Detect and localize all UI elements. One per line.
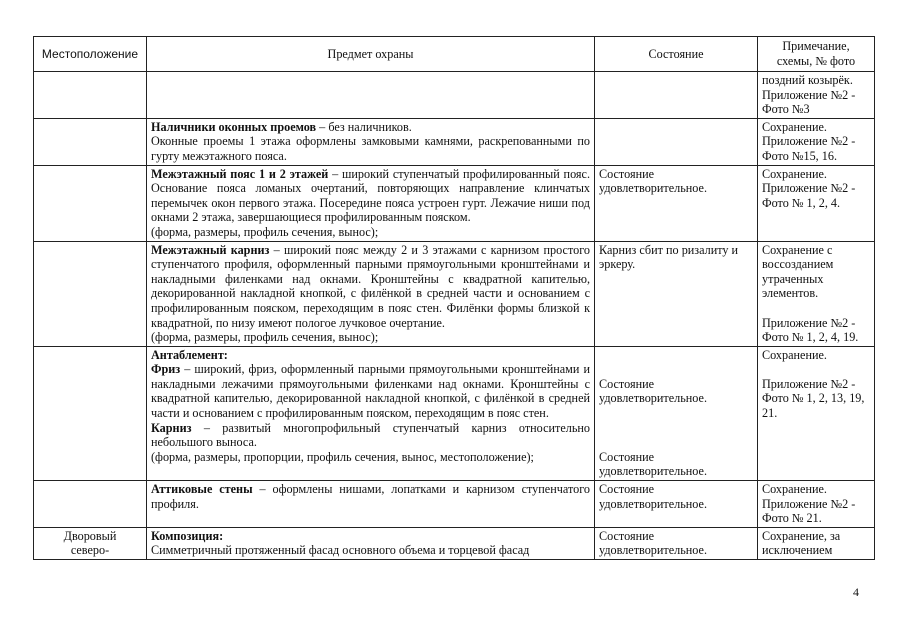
- note-line: Фото № 21.: [762, 511, 822, 526]
- note-line: исключением: [762, 543, 833, 558]
- header-location: Местоположение: [34, 37, 147, 72]
- note-line: Приложение №2 -: [762, 496, 856, 511]
- note-line: Сохранение.: [762, 482, 827, 497]
- item-title: Карниз: [151, 420, 192, 435]
- item-title-rest: – без наличников.: [316, 119, 412, 134]
- cell-state: Состояние удовлетворительное.: [595, 527, 758, 559]
- note-line: утраченных: [762, 271, 824, 286]
- cell-location: [34, 527, 147, 559]
- state-spacer: [599, 435, 753, 450]
- cell-state: Состояние удовлетворительное.: [595, 165, 758, 241]
- note-line: 21.: [762, 406, 778, 421]
- note-line: Сохранение с: [762, 242, 833, 257]
- cell-location: [34, 165, 147, 241]
- state-text: Состояние удовлетворительное.: [599, 376, 708, 406]
- cell-subject: [147, 72, 595, 119]
- note-line: Приложение №2 -: [762, 315, 856, 330]
- item-text: Оконные проемы 1 этажа оформлены замковыми камнями, раскрепованными по гурту межэтажного пояса.: [151, 134, 590, 163]
- item-title-rest: – оформлены нишами, лопатками и карнизом ступенчатого профиля.: [151, 482, 590, 511]
- note-line: элементов.: [762, 286, 819, 301]
- item-extra: (форма, размеры, профиль сечения, вынос);: [151, 224, 379, 239]
- state-spacer: [599, 406, 753, 421]
- item-extra: (форма, размеры, профиль сечения, вынос);: [151, 330, 379, 345]
- table-row: [34, 241, 875, 346]
- location-line: северо-: [70, 543, 110, 558]
- item-text: Симметричный протяженный фасад основного объема и торцевой фасад: [151, 543, 530, 558]
- item-title-rest: – развитый многопрофильный ступенчатый карниз относительно небольшого выноса.: [151, 420, 590, 450]
- item-title: Наличники оконных проемов: [151, 119, 317, 134]
- note-line: Приложение №2 -: [762, 376, 856, 391]
- header-subject-label: Предмет охраны: [327, 46, 414, 61]
- item-title: Межэтажный карниз: [151, 242, 270, 257]
- note-spacer: [762, 362, 870, 377]
- table-row: [34, 118, 875, 165]
- note-line: Фото № 1, 2, 13, 19,: [762, 391, 865, 406]
- note-line: Сохранение.: [762, 347, 827, 362]
- cell-location: [34, 118, 147, 165]
- cell-note: [758, 241, 875, 346]
- note-line: Приложение №2 -: [762, 87, 856, 102]
- note-line: Сохранение, за: [762, 528, 841, 543]
- header-state: [595, 37, 758, 72]
- note-line: воссозданием: [762, 257, 834, 272]
- note-line: Сохранение.: [762, 119, 827, 134]
- section-heading: Антаблемент:: [151, 347, 228, 362]
- state-text: Состояние удовлетворительное.: [599, 449, 708, 479]
- header-note-line2: схемы, № фото: [776, 54, 856, 68]
- cell-note: [758, 481, 875, 528]
- cell-state: Карниз сбит по ризалиту и эркеру.: [595, 241, 758, 346]
- cell-subject: [147, 118, 595, 165]
- note-line: Приложение №2 -: [762, 134, 856, 149]
- cell-location: [34, 481, 147, 528]
- section-heading: Композиция:: [151, 528, 224, 543]
- header-subject: [147, 37, 595, 72]
- header-note-line1: Примечание,: [782, 39, 850, 54]
- note-line: Фото №15, 16.: [762, 148, 838, 163]
- table-row: [34, 481, 875, 528]
- cell-note: [758, 118, 875, 165]
- cell-state: Состояние удовлетворительное.: [595, 481, 758, 528]
- state-spacer: [599, 421, 753, 436]
- cell-state: [595, 72, 758, 119]
- cell-subject: [147, 165, 595, 241]
- item-title-rest: – широкий пояс между 2 и 3 этажами с карнизом простого ступенчатого профиля, оформленный парными прямоугольными кронштейнами и накладными филенками над окнами. Кронштейны с квадратной капителью, декорированной накладной кнопкой, с филёнкой в средней части и основанием с профилированным пояском, переходящим в пояс стен. Филёнки формы близкой к квадратной, по низу имеют пологое лучковое очертание.: [151, 242, 590, 330]
- item-title-rest: – широкий, фриз, оформленный парными прямоугольными кронштейнами и накладными лежачими прямоугольными филенками над окнами. Кронштейны с квадратной капителью, декорированной накладной кнопкой, с филёнкой в средней части и основанием с профилированным пояском, переходящим в пояс стен.: [151, 362, 590, 421]
- item-title: Фриз: [151, 362, 181, 377]
- header-state-label: Состояние: [648, 46, 704, 61]
- cell-location: [34, 72, 147, 119]
- item-title-rest: – широкий ступенчатый профилированный пояс. Основание пояса ломаных очертаний, повторяющих направление клинчатых перемычек окон первого этажа. Посередине пояса устроен гурт. Лежачие ниши под окнами 2 этажа, завершающиеся профилированным пояском.: [151, 166, 590, 225]
- cell-note: [758, 72, 875, 119]
- note-line: Фото № 1, 2, 4.: [762, 195, 841, 210]
- cell-subject: [147, 241, 595, 346]
- cell-note: [758, 165, 875, 241]
- state-spacer: [599, 348, 753, 363]
- state-spacer: [599, 362, 753, 377]
- cell-state: [595, 118, 758, 165]
- cell-state: [595, 346, 758, 480]
- item-extra: (форма, размеры, пропорции, профиль сечения, вынос, местоположение);: [151, 449, 534, 464]
- table-row: [34, 165, 875, 241]
- cell-subject: [147, 527, 595, 559]
- note-spacer: [762, 301, 870, 316]
- cell-subject: [147, 481, 595, 528]
- note-line: поздний козырёк.: [762, 73, 853, 87]
- table-header-row: [34, 37, 875, 72]
- table-row: [34, 72, 875, 119]
- page-number: 4: [853, 585, 859, 599]
- table-row: [34, 346, 875, 480]
- cell-location: [34, 346, 147, 480]
- note-line: Фото № 1, 2, 4, 19.: [762, 330, 859, 345]
- cell-note: [758, 527, 875, 559]
- item-title: Межэтажный пояс 1 и 2 этажей: [151, 166, 329, 181]
- header-note: [758, 37, 875, 72]
- note-line: Фото №3: [762, 102, 810, 117]
- table-row: [34, 527, 875, 559]
- note-line: Сохранение.: [762, 166, 827, 181]
- protection-table: [33, 36, 875, 560]
- location-line: Дворовый: [63, 528, 117, 543]
- note-line: Приложение №2 -: [762, 181, 856, 196]
- cell-subject: [147, 346, 595, 480]
- cell-note: [758, 346, 875, 480]
- item-title: Аттиковые стены: [151, 482, 253, 497]
- cell-location: [34, 241, 147, 346]
